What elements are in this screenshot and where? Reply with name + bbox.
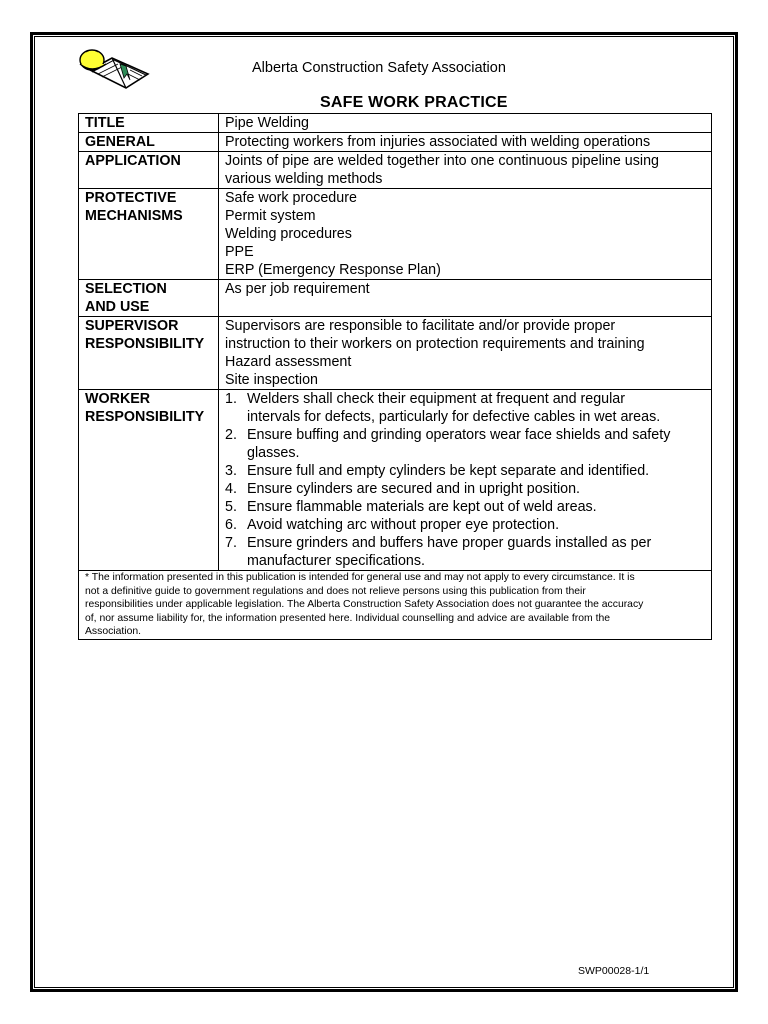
list-item-text (247, 480, 705, 498)
row-label-general: GENERAL (79, 133, 219, 152)
row-value-title: Pipe Welding (219, 114, 712, 133)
hardhat-book-logo-icon (78, 44, 150, 90)
text-line: intervals for defects, particularly for defective cables in wet areas. (247, 409, 661, 425)
row-label-worker-responsibility (79, 390, 219, 571)
label-line: SUPERVISOR (85, 318, 179, 334)
text-line: ERP (Emergency Response Plan) (225, 262, 441, 278)
text-line: PPE (225, 244, 254, 260)
disclaimer-line: * The information presented in this publication is intended for general use and may not apply to every circumstance. It is (85, 572, 635, 583)
row-value-protective-mechanisms (219, 189, 712, 280)
list-item (225, 462, 705, 480)
row-label-selection-and-use (79, 280, 219, 317)
text-line: Ensure buffing and grinding operators wear face shields and safety (247, 427, 671, 443)
list-item-text (247, 426, 705, 462)
list-item (225, 498, 705, 516)
row-value-selection-and-use: As per job requirement (219, 280, 712, 317)
text-line: various welding methods (225, 171, 383, 187)
text-line: Hazard assessment (225, 354, 352, 370)
document-title: SAFE WORK PRACTICE (320, 94, 508, 111)
list-item (225, 426, 705, 462)
text-line: Welders shall check their equipment at frequent and regular (247, 391, 626, 407)
text-line: Joints of pipe are welded together into one continuous pipeline using (225, 153, 659, 169)
text-line: Permit system (225, 208, 316, 224)
text-line: Supervisors are responsible to facilitate and/or provide proper (225, 318, 616, 334)
list-item-number: 5. (225, 499, 237, 515)
disclaimer-line: responsibilities under applicable legislation. The Alberta Construction Safety Association does not guarantee the accuracy (85, 599, 644, 611)
disclaimer-line: not a definitive guide to government regulations and does not relieve persons using this publication from their (85, 585, 586, 597)
list-item-number: 7. (225, 535, 237, 551)
disclaimer-line: Association. (85, 626, 142, 638)
text-line: Ensure full and empty cylinders be kept separate and identified. (247, 463, 650, 479)
text-line: glasses. (247, 445, 300, 461)
list-item (225, 534, 705, 570)
list-item (225, 390, 705, 426)
table-row-supervisor-responsibility (79, 317, 712, 390)
row-value-supervisor-responsibility (219, 317, 712, 390)
text-line: Ensure flammable materials are kept out of weld areas. (247, 499, 597, 515)
disclaimer-line: of, nor assume liability for, the information presented here. Individual counselling and advice are available from the (85, 612, 611, 624)
worker-responsibility-list (225, 390, 705, 570)
label-line: RESPONSIBILITY (85, 336, 205, 352)
label-line: WORKER (85, 391, 151, 407)
list-item-number: 3. (225, 463, 237, 479)
organization-name: Alberta Construction Safety Association (252, 60, 506, 76)
list-item-text (247, 516, 705, 534)
safe-work-practice-table (78, 113, 712, 640)
row-value-application (219, 152, 712, 189)
row-value-worker-responsibility (219, 390, 712, 571)
text-line: instruction to their workers on protection requirements and training (225, 336, 645, 352)
label-line: AND USE (85, 299, 150, 315)
table-row-protective-mechanisms (79, 189, 712, 280)
row-label-title: TITLE (79, 114, 219, 133)
text-line: Welding procedures (225, 226, 352, 242)
table-row-general (79, 133, 712, 152)
document-code: SWP00028-1/1 (578, 965, 650, 977)
table-row-worker-responsibility (79, 390, 712, 571)
text-line: Ensure grinders and buffers have proper guards installed as per (247, 535, 652, 551)
row-label-protective-mechanisms (79, 189, 219, 280)
label-line: MECHANISMS (85, 208, 183, 224)
list-item (225, 480, 705, 498)
list-item (225, 516, 705, 534)
label-line: RESPONSIBILITY (85, 409, 205, 425)
text-line: manufacturer specifications. (247, 553, 425, 569)
text-line: Site inspection (225, 372, 318, 388)
text-line: Safe work procedure (225, 190, 357, 206)
table-row-selection-and-use (79, 280, 712, 317)
list-item-number: 1. (225, 391, 237, 407)
list-item-text (247, 390, 705, 426)
table-row-title (79, 114, 712, 133)
list-item-number: 2. (225, 427, 237, 443)
row-label-supervisor-responsibility (79, 317, 219, 390)
table-row-disclaimer (79, 571, 712, 640)
disclaimer-text (79, 571, 712, 640)
list-item-text (247, 534, 705, 570)
text-line: Ensure cylinders are secured and in upright position. (247, 481, 580, 497)
list-item-text (247, 462, 705, 480)
label-line: PROTECTIVE (85, 190, 177, 206)
list-item-text (247, 498, 705, 516)
label-line: SELECTION (85, 281, 167, 297)
list-item-number: 4. (225, 481, 237, 497)
list-item-number: 6. (225, 517, 237, 533)
table-row-application (79, 152, 712, 189)
row-label-application: APPLICATION (79, 152, 219, 189)
text-line: Avoid watching arc without proper eye protection. (247, 517, 560, 533)
row-value-general: Protecting workers from injuries associated with welding operations (219, 133, 712, 152)
